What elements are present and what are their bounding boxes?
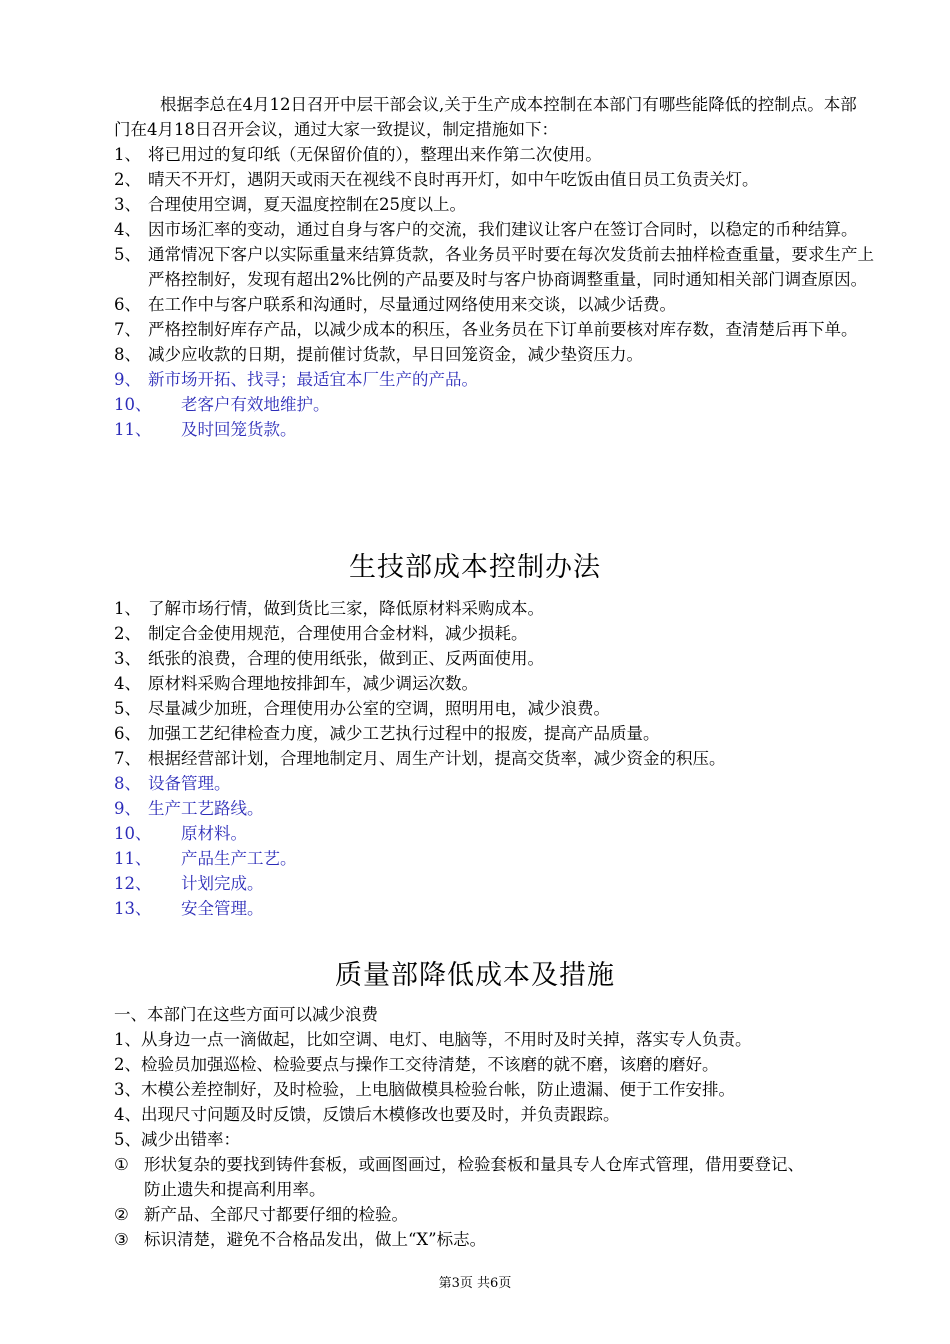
text-line: 4、出现尺寸问题及时反馈，反馈后木模修改也要及时，并负责跟踪。 [114, 1105, 620, 1124]
list-item: 2、 制定合金使用规范，合理使用合金材料，减少损耗。 [114, 624, 528, 643]
sales-measures-list [114, 142, 874, 442]
intro-paragraph [114, 92, 864, 142]
list-item: ② 新产品、全部尺寸都要仔细的检验。 [114, 1205, 408, 1224]
list-item: 3、 纸张的浪费，合理的使用纸张，做到正、反两面使用。 [114, 649, 544, 668]
list-item: 4、 原材料采购合理地按排卸车，减少调运次数。 [114, 674, 478, 693]
list-item: 11、 及时回笼货款。 [114, 420, 297, 439]
text-line: 5、减少出错率： [114, 1130, 240, 1149]
list-item: 1、 了解市场行情，做到货比三家，降低原材料采购成本。 [114, 599, 544, 618]
list-item: 8、 减少应收款的日期，提前催讨货款，早日回笼资金，减少垫资压力。 [114, 345, 643, 364]
intro-text: 根据李总在4月12日召开中层干部会议,关于生产成本控制在本部门有哪些能降低的控制点。本部门在4月18日召开会议，通过大家一致提议，制定措施如下： [114, 95, 857, 139]
list-item: 7、 根据经营部计划，合理地制定月、周生产计划，提高交货率，减少资金的积压。 [114, 749, 726, 768]
text-line: 一、本部门在这些方面可以减少浪费 [114, 1005, 378, 1024]
list-item: 6、 加强工艺纪律检查力度，减少工艺执行过程中的报废，提高产品质量。 [114, 724, 660, 743]
list-item: 7、 严格控制好库存产品，以减少成本的积压，各业务员在下订单前要核对库存数，查清楚后再下单。 [114, 320, 858, 339]
list-item: 9、 新市场开拓、找寻；最适宜本厂生产的产品。 [114, 370, 478, 389]
list-item: 3、 合理使用空调，夏天温度控制在25度以上。 [114, 195, 466, 214]
list-item: 4、 因市场汇率的变动，通过自身与客户的交流，我们建议让客户在签订合同时，以稳定的币种结算。 [114, 220, 858, 239]
quality-sub-list [114, 1152, 814, 1252]
list-item: ③ 标识清楚，避免不合格品发出，做上“X”标志。 [114, 1230, 487, 1249]
list-item: 1、 将已用过的复印纸（无保留价值的），整理出来作第二次使用。 [114, 145, 602, 164]
list-item: 13、 安全管理。 [114, 899, 264, 918]
list-item: 10、 老客户有效地维护。 [114, 395, 330, 414]
list-item: 6、 在工作中与客户联系和沟通时，尽量通过网络使用来交谈，以减少话费。 [114, 295, 676, 314]
quality-lines [114, 1002, 874, 1152]
text-line: 3、木模公差控制好，及时检验，上电脑做模具检验台帐，防止遗漏、便于工作安排。 [114, 1080, 735, 1099]
section-title-production-tech: 生技部成本控制办法 [349, 552, 601, 583]
list-item: 10、 原材料。 [114, 824, 247, 843]
list-item: 2、 晴天不开灯，遇阴天或雨天在视线不良时再开灯，如中午吃饭由值日员工负责关灯。 [114, 170, 759, 189]
list-item: 5、 通常情况下客户以实际重量来结算货款，各业务员平时要在每次发货前去抽样检查重量，要求生产上严格控制好，发现有超出2%比例的产品要及时与客户协商调整重量，同时通知相关部门调查原因。 [114, 245, 874, 289]
list-item: 11、 产品生产工艺。 [114, 849, 297, 868]
production-tech-list [114, 596, 874, 921]
section-title-quality: 质量部降低成本及措施 [335, 960, 615, 991]
list-item: ① 形状复杂的要找到铸件套板，或画图画过，检验套板和量具专人仓库式管理，借用要登记、防止遗失和提高利用率。 [114, 1155, 804, 1199]
text-line: 2、检验员加强巡检、检验要点与操作工交待清楚，不该磨的就不磨，该磨的磨好。 [114, 1055, 719, 1074]
text-line: 1、从身边一点一滴做起，比如空调、电灯、电脑等，不用时及时关掉，落实专人负责。 [114, 1030, 752, 1049]
list-item: 12、 计划完成。 [114, 874, 264, 893]
list-item: 9、 生产工艺路线。 [114, 799, 264, 818]
page-footer: 第3页 共6页 [438, 1276, 512, 1291]
list-item: 8、 设备管理。 [114, 774, 231, 793]
list-item: 5、 尽量减少加班，合理使用办公室的空调，照明用电，减少浪费。 [114, 699, 610, 718]
